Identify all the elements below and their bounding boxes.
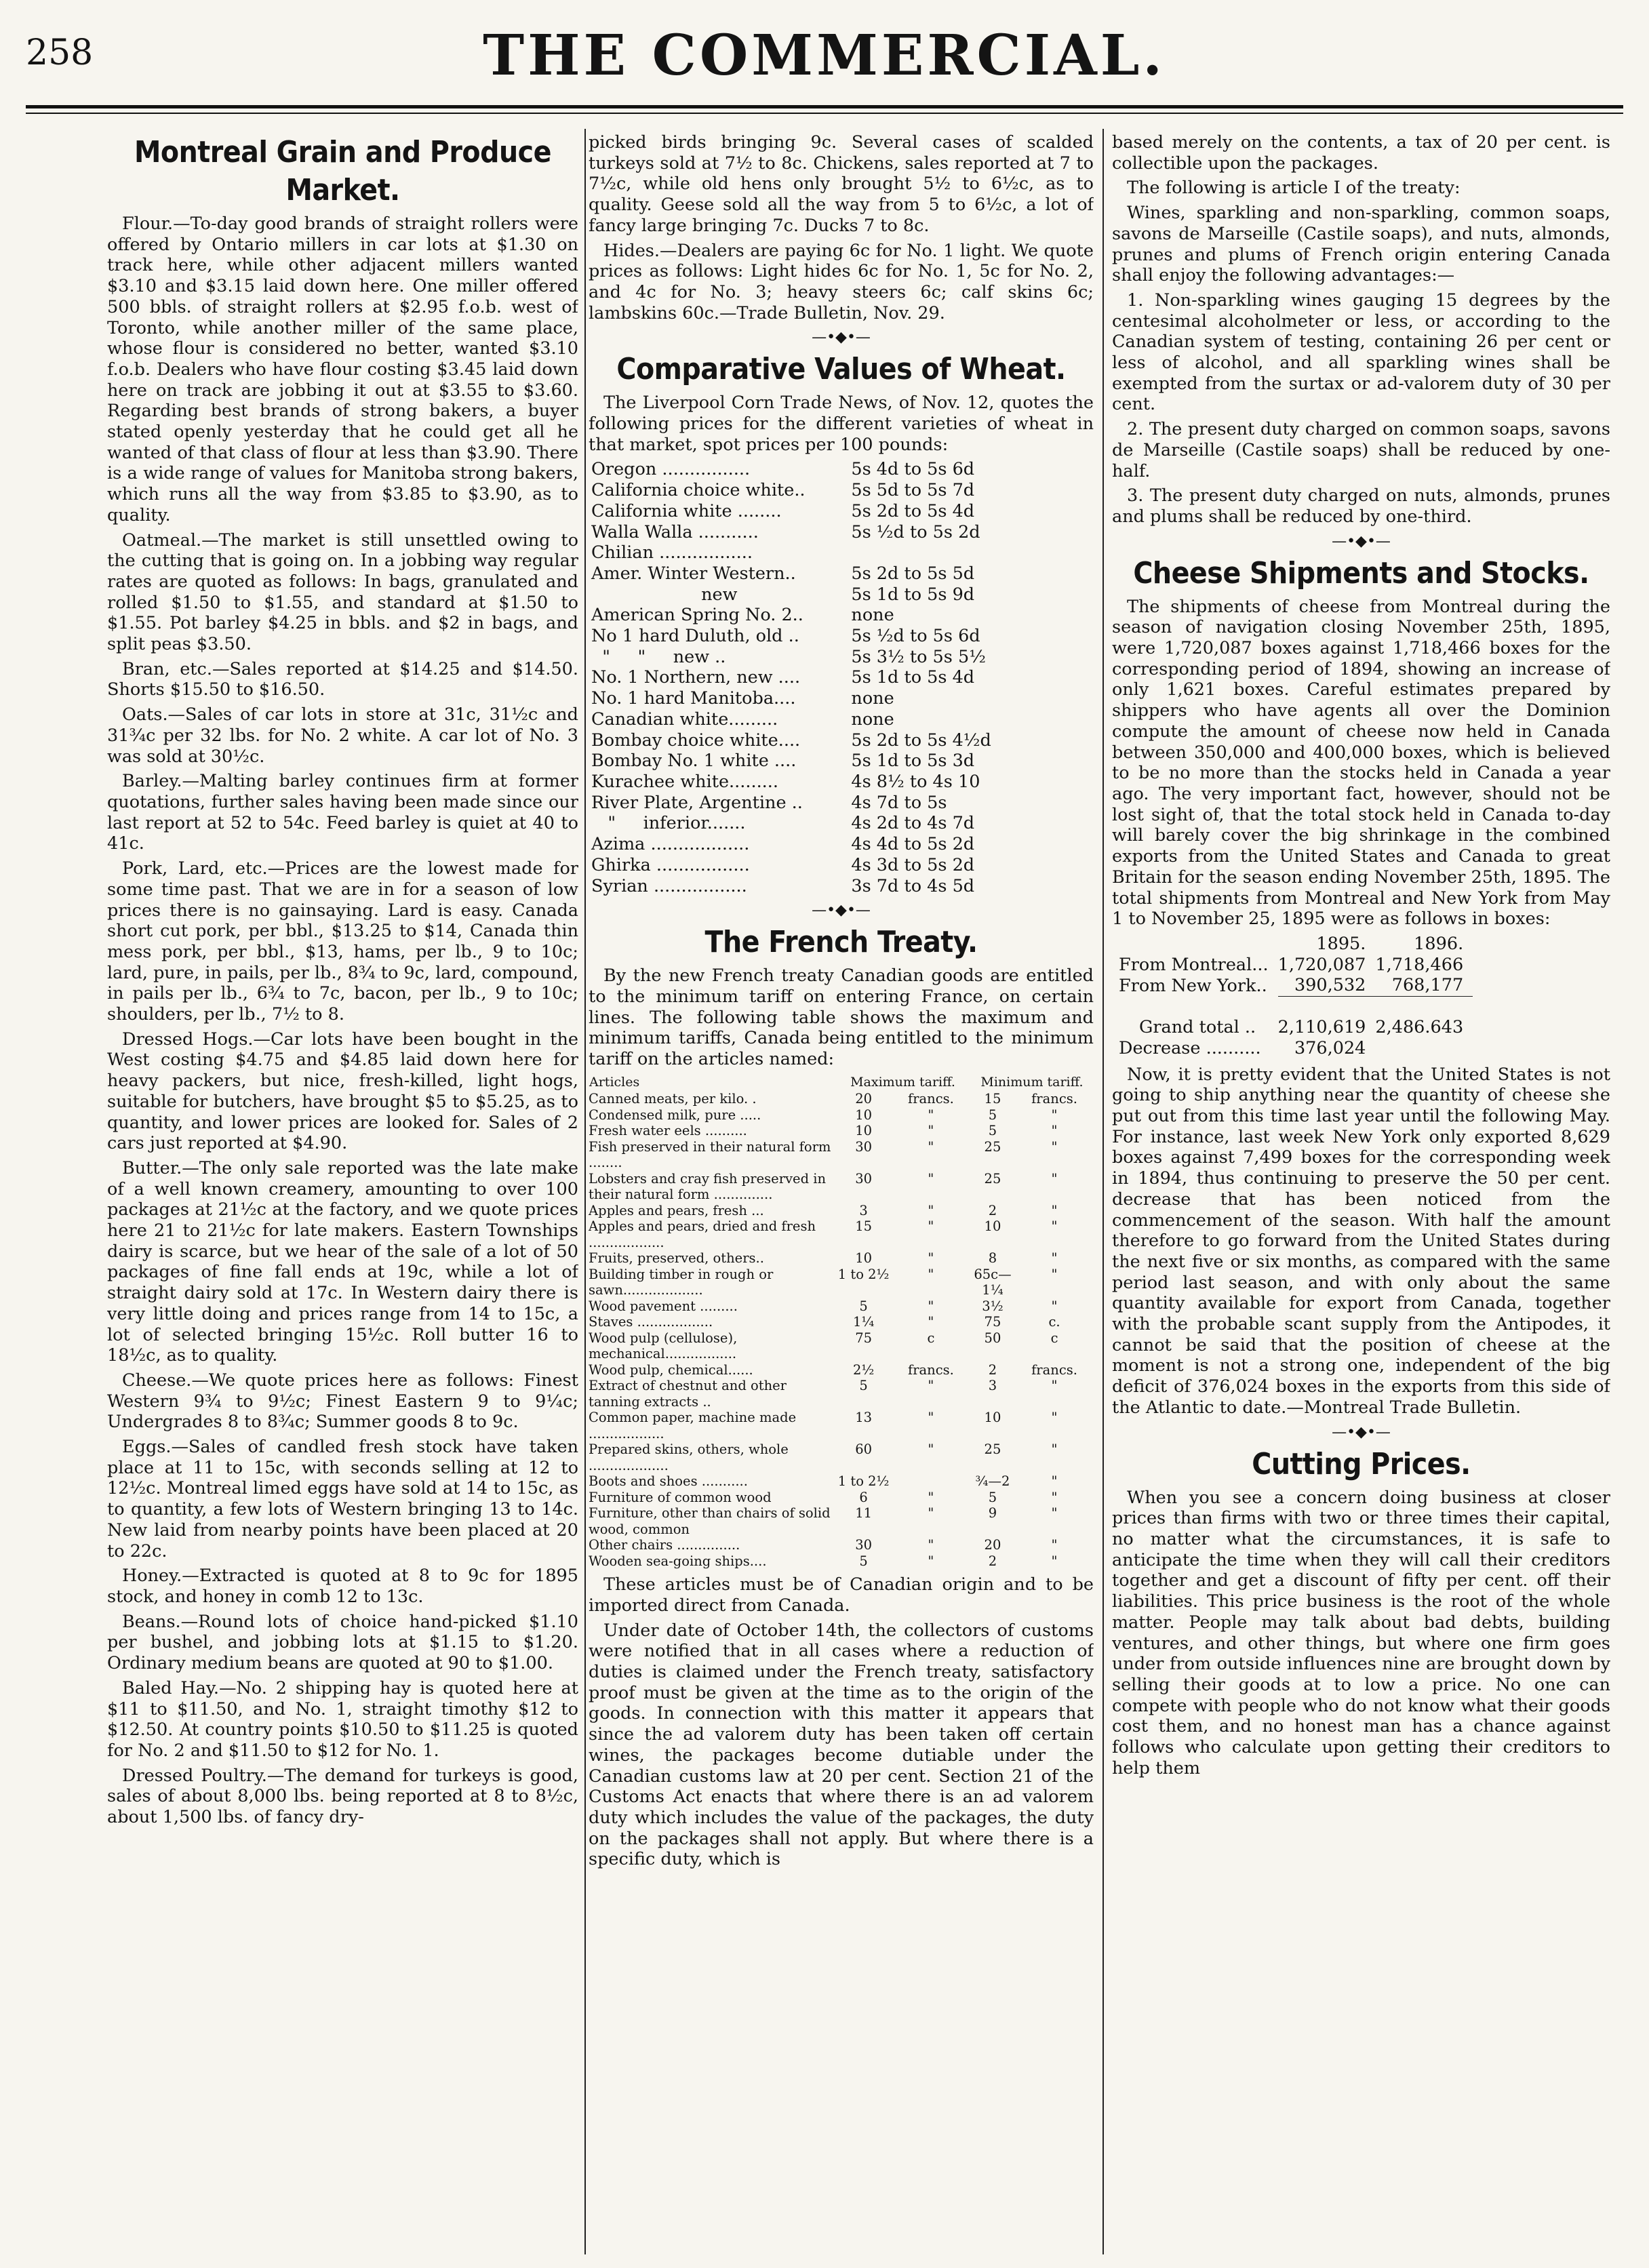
- table-row: [589, 1314, 1094, 1330]
- wheat-price: 5s 5d to 5s 7d: [851, 480, 975, 501]
- tariff-minimum: 5: [988, 1123, 997, 1139]
- paragraph: When you see a concern doing business at closer prices than firms with two or three times their capital, no matter what the circumstances, it is safe to anticipate the time when they will call their creditors together and get a discount of fifty per cent. off their liabilities. This price business is the root of the whole matter. People may talk about bad debts, building ventures, and other things, but where one firm goes under from outside influences nine are brought down by selling their goods at to low a price. No one can compete with people who do not know what their goods cost them, and no honest man has a chance against follows who calculate upon getting their creditors to help them: [1112, 1487, 1610, 1778]
- table-cell: 390,532: [1294, 975, 1366, 996]
- section-title-wheat: Comparative Values of Wheat.: [616, 352, 1066, 387]
- tariff-maximum: 60: [855, 1441, 873, 1458]
- tariff-unit: ": [1051, 1202, 1058, 1218]
- table-row: [589, 647, 1094, 668]
- tariff-minimum: 5: [988, 1489, 997, 1505]
- paragraph: 1. Non-sparkling wines gauging 15 degrees by the centesimal alcoholmeter or less, or according to the Canadian system of testing, containing 26 per cent or less of alcohol, and all sparkling wines shall be exempted from the surtax or ad-valorem duty of 30 per cent.: [1112, 290, 1610, 415]
- table-row: [589, 605, 1094, 626]
- table-row: [589, 1267, 1094, 1298]
- wheat-price: [851, 542, 1094, 563]
- table-row: [589, 667, 1094, 688]
- paragraph: 2. The present duty charged on common soaps, savons de Marseille (Castile soaps) shall be reduced by one-half.: [1112, 419, 1610, 481]
- section-title-french-treaty: The French Treaty.: [704, 925, 978, 960]
- tariff-maximum: 10: [855, 1250, 873, 1267]
- wheat-price: none: [851, 688, 894, 709]
- table-row: [589, 626, 1094, 647]
- table-row: [589, 1250, 1094, 1267]
- table-cell: From Montreal...: [1119, 954, 1269, 975]
- tariff-maximum: 13: [855, 1410, 873, 1426]
- table-row: [589, 1362, 1094, 1378]
- wheat-grade: Canadian white.........: [591, 709, 778, 730]
- table-row: [589, 1490, 1094, 1506]
- paragraph: The following is article I of the treaty:: [1127, 178, 1461, 199]
- tariff-unit: ": [1051, 1218, 1058, 1235]
- tariff-minimum: 50: [984, 1330, 1001, 1346]
- table-row: [1119, 1017, 1473, 1038]
- table-row: [589, 1091, 1094, 1107]
- paragraph: Hides.—Dealers are paying 6c for No. 1 light. We quote prices as follows: Light hides 6c for No. 1, 5c for No. 2, and 4c for No. 3; heavy steers 6c; calf skins 6c; lambskins 60c.—Trade Bulletin, Nov. 29.: [589, 240, 1094, 323]
- paragraph: Beans.—Round lots of choice hand-picked $1.10 per bushel, and jobbing lots at $1.15 to $1.20. Ordinary medium beans are quoted at 90 to $1.00.: [107, 1611, 578, 1674]
- table-row: [589, 563, 1094, 584]
- tariff-minimum: 75: [984, 1314, 1001, 1330]
- tariff-article: Furniture of common wood: [589, 1489, 772, 1505]
- wheat-price: 5s 4d to 5s 6d: [851, 459, 975, 480]
- tariff-unit: ": [928, 1489, 934, 1505]
- tariff-unit: ": [928, 1378, 934, 1394]
- year-header: 1895.: [1316, 933, 1366, 954]
- table-row: [1119, 975, 1473, 996]
- tariff-maximum: 1 to 2½: [837, 1473, 890, 1490]
- wheat-grade: California white ........: [591, 500, 782, 521]
- tariff-unit: ": [928, 1138, 934, 1155]
- wheat-price: 5s 2d to 5s 5d: [851, 563, 975, 584]
- table-row: [589, 1218, 1094, 1250]
- wheat-grade: No 1 hard Duluth, old ..: [591, 626, 799, 647]
- table-row: [589, 772, 1094, 793]
- tariff-unit: ": [1051, 1266, 1058, 1282]
- tariff-article: Common paper, machine made ..................: [589, 1410, 797, 1441]
- wheat-price: 4s 7d to 5s: [851, 792, 947, 813]
- tariff-unit: c: [1050, 1330, 1058, 1346]
- tariff-unit: c.: [1048, 1314, 1060, 1330]
- table-cell: 2,110,619: [1277, 1017, 1366, 1038]
- tariff-unit: ": [1051, 1410, 1058, 1426]
- tariff-unit: ": [1051, 1250, 1058, 1267]
- tariff-minimum: 10: [984, 1218, 1001, 1235]
- tariff-minimum: 2: [988, 1361, 997, 1378]
- table-row: [589, 730, 1094, 751]
- wheat-grade: Kurachee white.........: [591, 771, 778, 792]
- table-row: [589, 1298, 1094, 1315]
- table-row: [589, 1410, 1094, 1441]
- table-row: [589, 1203, 1094, 1219]
- tariff-minimum: 25: [984, 1441, 1001, 1458]
- wheat-grade: Oregon ................: [591, 459, 751, 480]
- paragraph: Bran, etc.—Sales reported at $14.25 and $14.50. Shorts $15.50 to $16.50.: [107, 658, 578, 700]
- tariff-unit: ": [928, 1505, 934, 1521]
- tariff-unit: francs.: [1031, 1361, 1077, 1378]
- paragraph: These articles must be of Canadian origin and to be imported direct from Canada.: [589, 1574, 1094, 1616]
- table-row: [1119, 997, 1473, 1018]
- tariff-unit: ": [1051, 1441, 1058, 1458]
- tariff-maximum: 5: [859, 1378, 868, 1394]
- wheat-price: 4s 2d to 4s 7d: [851, 813, 975, 834]
- tariff-minimum: 25: [984, 1170, 1001, 1187]
- paragraph: based merely on the contents, a tax of 20 per cent. is collectible upon the packages.: [1112, 132, 1610, 174]
- tariff-article: Building timber in rough or sawn...................: [589, 1266, 774, 1298]
- tariff-maximum: 2½: [852, 1361, 875, 1378]
- wheat-price: 3s 7d to 4s 5d: [851, 875, 975, 896]
- table-row: [589, 751, 1094, 772]
- tariff-unit: ": [928, 1107, 934, 1123]
- table-row: [589, 584, 1094, 605]
- header-rule-thin: [26, 113, 1623, 114]
- wheat-price: 5s 1d to 5s 9d: [851, 584, 975, 605]
- wheat-grade: River Plate, Argentine ..: [591, 792, 803, 813]
- tariff-minimum: 9: [988, 1505, 997, 1521]
- tariff-minimum: 2: [988, 1202, 997, 1218]
- wheat-grade: California choice white..: [591, 480, 806, 501]
- tariff-article: Other chairs ...............: [589, 1537, 740, 1553]
- column-3: [1112, 132, 1610, 2254]
- tariff-article: Lobsters and cray fish preserved in their natural form ..............: [589, 1170, 827, 1203]
- paragraph: Wines, sparkling and non-sparkling, common soaps, savons de Marseille (Castile soaps), and nuts, almonds, prunes and plums of French origin entering Canada shall enjoy the following advantages:—: [1112, 203, 1610, 286]
- tariff-maximum: 30: [855, 1170, 873, 1187]
- tariff-article: Fruits, preserved, others..: [589, 1250, 764, 1267]
- table-row: [589, 1330, 1094, 1362]
- table-row: [589, 522, 1094, 543]
- tariff-unit: francs.: [907, 1361, 954, 1378]
- tariff-unit: ": [928, 1553, 934, 1569]
- table-cell: From New York..: [1119, 975, 1267, 996]
- paragraph: Baled Hay.—No. 2 shipping hay is quoted here at $11 to $11.50, and No. 1, straight timothy $12 to $12.50. At country points $10.50 to $11.25 is quoted for No. 2 and $11.50 to $12 for No. 1.: [107, 1677, 578, 1761]
- tariff-maximum: 5: [859, 1298, 868, 1314]
- wheat-grade: Amer. Winter Western..: [591, 563, 796, 584]
- tariff-article: Canned meats, per kilo. .: [589, 1091, 757, 1107]
- tariff-article: Wood pulp, chemical......: [589, 1361, 753, 1378]
- tariff-unit: ": [1051, 1107, 1058, 1123]
- tariff-minimum: 8: [988, 1250, 997, 1267]
- tariff-minimum: ¾—2: [975, 1473, 1010, 1490]
- column-1: [107, 132, 578, 2254]
- tariff-minimum: 20: [984, 1537, 1001, 1553]
- paragraph: Eggs.—Sales of candled fresh stock have taken place at 11 to 15c, with seconds selling at 12 to 12½c. Montreal limed eggs have sold at 14 to 15c, as to quantity, a few lots of Western bringing 13 to 14c. New laid from nearby points have been placed at 20 to 22c.: [107, 1437, 578, 1561]
- wheat-grade: Azima ..................: [591, 834, 750, 855]
- tariff-article: Wood pulp (cellulose), mechanical.................: [589, 1330, 738, 1362]
- tariff-unit: c: [927, 1330, 935, 1346]
- tariff-unit: ": [1051, 1505, 1058, 1521]
- paragraph: Dressed Poultry.—The demand for turkeys is good, sales of about 8,000 lbs. being reported at 8 to 8½c, about 1,500 lbs. of fancy dry-: [107, 1765, 578, 1828]
- tariff-article: Wood pavement .........: [589, 1298, 738, 1314]
- page-header: [26, 20, 1623, 102]
- column-divider: [1102, 129, 1104, 2254]
- column-header: Articles: [589, 1074, 640, 1090]
- wheat-price: 5s 3½ to 5s 5½: [851, 646, 986, 667]
- table-row: [589, 1537, 1094, 1553]
- table-row: [589, 1505, 1094, 1537]
- wheat-grade: new: [591, 584, 738, 605]
- tariff-unit: ": [928, 1441, 934, 1458]
- tariff-unit: francs.: [1031, 1091, 1077, 1107]
- table-cell: 376,024: [1294, 1037, 1366, 1058]
- header-rule: [26, 105, 1623, 108]
- paragraph: The shipments of cheese from Montreal during the season of navigation closing November 25th, 1895, were 1,720,087 boxes against 1,718,466 boxes for the corresponding period of 1894, showing an increase of only 1,621 boxes. Careful estimates prepared by shippers who have agents all over the Dominion compute the amount of cheese now held in Canada between 350,000 and 400,000 boxes, which is believed to be no more than the stocks held in Canada a year ago. The very important fact, however, should not be lost sight of, that the total stock held in Canada to-day will barely cover the big shrinkage in the combined exports from the United States and Canada to great Britain for the season ending November 25th, 1895. The total shipments from Montreal and New York from May 1 to November 25, 1895 were as follows in boxes:: [1112, 596, 1610, 930]
- wheat-price-table: [589, 459, 1094, 896]
- tariff-maximum: 30: [855, 1138, 873, 1155]
- table-row: [1119, 1038, 1473, 1059]
- table-row: [589, 1473, 1094, 1490]
- paragraph: Oatmeal.—The market is still unsettled owing to the cutting that is going on. In a jobbing way regular rates are quoted as follows: In bags, granulated and rolled $1.50 to $1.55, and standard at $1.50 to $1.55. Pot barley $4.25 in bbls. and $2 in bags, and split peas $3.50.: [107, 530, 578, 655]
- paragraph: Honey.—Extracted is quoted at 8 to 9c for 1895 stock, and honey in comb 12 to 13c.: [107, 1566, 578, 1607]
- wheat-price: none: [851, 709, 894, 730]
- tariff-unit: ": [1051, 1553, 1058, 1569]
- tariff-maximum: 30: [855, 1537, 873, 1553]
- paragraph: 3. The present duty charged on nuts, almonds, prunes and plums shall be reduced by one-third.: [1112, 485, 1610, 527]
- tariff-maximum: 10: [855, 1107, 873, 1123]
- section-separator: —•◆•—: [1332, 1423, 1391, 1441]
- wheat-grade: Bombay choice white....: [591, 730, 801, 751]
- tariff-article: Fish preserved in their natural form ........: [589, 1138, 831, 1171]
- tariff-unit: ": [928, 1218, 934, 1235]
- tariff-minimum: 10: [984, 1410, 1001, 1426]
- wheat-price: 5s 2d to 5s 4d: [851, 500, 975, 521]
- wheat-price: 5s 1d to 5s 3d: [851, 751, 975, 772]
- tariff-table: [589, 1074, 1094, 1570]
- table-row: [589, 813, 1094, 834]
- tariff-unit: ": [1051, 1378, 1058, 1394]
- wheat-grade: American Spring No. 2..: [591, 605, 803, 626]
- paragraph: Butter.—The only sale reported was the late make of a well known creamery, amounting to over 100 packages at 21½c at the factory, and we quote prices here 21 to 21½c for late makers. Eastern Townships dairy is scarce, but we hear of the sale of a lot of 50 packages of fine fall ends at 19c, while a lot of straight dairy sold at 17c. In Western dairy there is very little doing and prices range from 14 to 15c, a lot of selected bringing 15½c. Roll butter 16 to 18½c, as to quality.: [107, 1157, 578, 1366]
- tariff-unit: ": [928, 1314, 934, 1330]
- wheat-price: 5s ½d to 5s 2d: [851, 521, 980, 542]
- tariff-maximum: 10: [855, 1123, 873, 1139]
- tariff-unit: ": [1051, 1473, 1058, 1490]
- tariff-unit: ": [928, 1298, 934, 1314]
- section-title-cheese: Cheese Shipments and Stocks.: [1133, 555, 1589, 591]
- tariff-unit: ": [928, 1250, 934, 1267]
- tariff-unit: ": [1051, 1537, 1058, 1553]
- column-header: Maximum tariff.: [850, 1074, 955, 1090]
- table-row: [589, 876, 1094, 897]
- wheat-price: 4s 4d to 5s 2d: [851, 834, 975, 855]
- tariff-maximum: 5: [859, 1553, 868, 1569]
- paragraph: The Liverpool Corn Trade News, of Nov. 12, quotes the following prices for the different varieties of wheat in that market, spot prices per 100 pounds:: [589, 393, 1094, 455]
- table-cell: 768,177: [1391, 975, 1464, 996]
- paragraph: Cheese.—We quote prices here as follows: Finest Western 9¾ to 9½c; Finest Eastern 9 to 9¼c; Undergrades 8 to 8¾c; Summer goods 8 to 9c.: [107, 1370, 578, 1433]
- wheat-grade: Bombay No. 1 white ....: [591, 751, 797, 772]
- table-cell: 1,718,466: [1375, 954, 1464, 975]
- section-separator: —•◆•—: [812, 329, 871, 346]
- paragraph: Pork, Lard, etc.—Prices are the lowest made for some time past. That we are in for a season of low prices there is no gainsaying. Lard is easy. Canada short cut pork, per bbl., $13.25 to $14, Canada thin mess pork, per bbl., $13, hams, per lb., 9 to 10c; lard, pure, in pails, per lb., 8¾ to 9c, lard, compound, in pails per lb., 6¾ to 7c, bacon, per lb., 9 to 10c; shoulders, per lb., 7½ to 8.: [107, 858, 578, 1025]
- paragraph: Flour.—To-day good brands of straight rollers were offered by Ontario millers in car lots at $1.30 on track here, while other adjacent millers wanted $3.10 and $3.15 laid down here. One miller offered 500 bbls. of straight rollers at $2.95 f.o.b. west of Toronto, while another miller of the same place, whose flour is considered no better, wanted $3.10 f.o.b. Dealers who have flour costing $3.45 laid down here on track are jobbing it out at $3.55 to $3.60. Regarding best brands of strong bakers, a buyer stated openly yesterday that he could get all he wanted of that class of flour at less than $3.90. There is a wide range of values for Manitoba strong bakers, which runs all the way from $3.85 to $3.90, as to quality.: [107, 214, 578, 525]
- column-2: [589, 132, 1094, 2254]
- section-separator: —•◆•—: [812, 902, 871, 919]
- table-row: [589, 1139, 1094, 1171]
- tariff-unit: ": [928, 1202, 934, 1218]
- wheat-grade: " inferior.......: [591, 813, 746, 834]
- table-row: [589, 480, 1094, 501]
- tariff-unit: ": [928, 1123, 934, 1139]
- wheat-price: 4s 8½ to 4s 10: [851, 771, 980, 792]
- tariff-article: Apples and pears, dried and fresh ..................: [589, 1218, 816, 1250]
- table-cell: Grand total ..: [1139, 1017, 1256, 1038]
- tariff-maximum: 11: [855, 1505, 873, 1521]
- table-row: [589, 709, 1094, 730]
- tariff-unit: ": [1051, 1170, 1058, 1187]
- tariff-article: Boots and shoes ...........: [589, 1473, 748, 1490]
- column-divider: [584, 129, 586, 2254]
- wheat-price: 5s 1d to 5s 4d: [851, 667, 975, 688]
- paragraph: By the new French treaty Canadian goods are entitled to the minimum tariff on entering France, on certain lines. The following table shows the maximum and minimum tariffs, Canada being entitled to the minimum tariff on the articles named:: [589, 966, 1094, 1070]
- tariff-unit: ": [928, 1170, 934, 1187]
- wheat-price: 5s 2d to 5s 4½d: [851, 730, 991, 751]
- paragraph: Oats.—Sales of car lots in store at 31c, 31½c and 31¾c per 32 lbs. for No. 2 white. A car lot of No. 3 was sold at 30½c.: [107, 704, 578, 767]
- tariff-minimum: 3½: [982, 1298, 1004, 1314]
- tariff-unit: ": [928, 1537, 934, 1553]
- wheat-price: 4s 3d to 5s 2d: [851, 854, 975, 875]
- tariff-minimum: 25: [984, 1138, 1001, 1155]
- table-row: [589, 855, 1094, 876]
- table-row: [589, 834, 1094, 855]
- table-row: [589, 1123, 1094, 1139]
- tariff-maximum: 6: [859, 1489, 868, 1505]
- tariff-maximum: 1¼: [852, 1314, 875, 1330]
- page-number: 258: [26, 33, 94, 73]
- tariff-maximum: 75: [855, 1330, 873, 1346]
- wheat-grade: Chilian .................: [591, 542, 753, 563]
- paragraph: Barley.—Malting barley continues firm at former quotations, further sales having been made since our last report at 52 to 54c. Feed barley is quiet at 40 to 41c.: [107, 771, 578, 854]
- wheat-price: 5s ½d to 5s 6d: [851, 626, 980, 647]
- wheat-grade: Syrian .................: [591, 875, 747, 896]
- tariff-article: Condensed milk, pure .....: [589, 1107, 761, 1123]
- tariff-unit: ": [928, 1410, 934, 1426]
- table-row: [589, 1107, 1094, 1123]
- section-title-cutting-prices: Cutting Prices.: [1252, 1446, 1471, 1481]
- table-row: [589, 1171, 1094, 1203]
- tariff-unit: ": [928, 1266, 934, 1282]
- wheat-grade: Walla Walla ...........: [591, 521, 759, 542]
- tariff-minimum: 65c—1¼: [974, 1266, 1012, 1298]
- section-title-montreal: Montreal Grain and Produce Market.: [134, 135, 551, 207]
- wheat-grade: " " new ..: [591, 646, 726, 667]
- column-header: Minimum tariff.: [980, 1074, 1084, 1090]
- tariff-maximum: 1 to 2½: [837, 1266, 890, 1282]
- table-row: [1119, 955, 1473, 976]
- tariff-unit: [892, 1473, 970, 1490]
- tariff-unit: ": [1051, 1138, 1058, 1155]
- table-cell: [1375, 1038, 1473, 1059]
- tariff-unit: ": [1051, 1123, 1058, 1139]
- tariff-article: Staves ..................: [589, 1314, 713, 1330]
- tariff-minimum: 3: [988, 1378, 997, 1394]
- paragraph: Now, it is pretty evident that the United States is not going to ship anything near the quantity of cheese she put out from this time last year until the following May. For instance, last week New York only exported 8,629 boxes against 7,499 boxes for the corresponding week in 1894, thus continuing to preserve the 50 per cent. decrease that has been noticed from the commencement of the season. With half the amount therefore to go forward from the United States during the next five or six months, as compared with the same period last season, and with only about the same quantity available for export from Canada, together with the probable scant supply from the Antipodes, it cannot be said that the position of cheese at the moment is not a strong one, independent of the big deficit of 376,024 boxes in the exports from this side of the Atlantic to date.—Montreal Trade Bulletin.: [1112, 1064, 1610, 1418]
- wheat-grade: No. 1 hard Manitoba....: [591, 688, 796, 709]
- table-row: [589, 1441, 1094, 1473]
- table-row: [589, 459, 1094, 480]
- tariff-maximum: 15: [855, 1218, 873, 1235]
- wheat-grade: Ghirka .................: [591, 854, 750, 875]
- wheat-price: none: [851, 605, 894, 626]
- table-row: [589, 1378, 1094, 1410]
- table-cell: 2,486.643: [1375, 1017, 1464, 1038]
- paragraph: picked birds bringing 9c. Several cases of scalded turkeys sold at 7½ to 8c. Chickens, sales reported at 7 to 7½c, while old hens only brought 5½ to 6½c, as to quality. Geese sold all the way from 5 to 6½c, a lot of fancy large bringing 7c. Ducks 7 to 8c.: [589, 132, 1094, 236]
- year-header: 1896.: [1414, 933, 1464, 954]
- table-row: [589, 688, 1094, 709]
- masthead: THE COMMERCIAL.: [483, 23, 1166, 88]
- tariff-maximum: 20: [855, 1091, 873, 1107]
- tariff-minimum: 5: [988, 1107, 997, 1123]
- tariff-maximum: 3: [859, 1202, 868, 1218]
- cheese-shipments-table: [1119, 934, 1473, 1059]
- tariff-article: Wooden sea-going ships....: [589, 1553, 767, 1569]
- table-cell: 1,720,087: [1277, 954, 1366, 975]
- tariff-unit: francs.: [907, 1091, 954, 1107]
- section-separator: —•◆•—: [1332, 532, 1391, 550]
- tariff-unit: ": [1051, 1489, 1058, 1505]
- table-row: [589, 501, 1094, 522]
- tariff-article: Apples and pears, fresh ...: [589, 1202, 764, 1218]
- table-row: [589, 542, 1094, 563]
- tariff-minimum: 15: [984, 1091, 1001, 1107]
- paragraph: Under date of October 14th, the collectors of customs were notified that in all cases where a reduction of duties is claimed under the French treaty, satisfactory proof must be given at the time as to the origin of the goods. In connection with this matter it appears that since the ad valorem duty has been taken off certain wines, the packages become dutiable under the Canadian customs law at 20 per cent. Section 21 of the Customs Act enacts that where there is an ad valorem duty which includes the value of the packages, the duty on the packages shall not apply. But where there is a specific duty, which is: [589, 1620, 1094, 1870]
- table-row: [589, 793, 1094, 814]
- tariff-article: Extract of chestnut and other tanning extracts ..: [589, 1378, 787, 1410]
- paragraph: Dressed Hogs.—Car lots have been bought in the West costing $4.75 and $4.85 laid down here for heavy packers, but nice, fresh-killed, light hogs, suitable for butchers, have brought $5 to $5.25, as to quantity, and lower prices are looked for. Sales of 2 cars just reported at $4.90.: [107, 1029, 578, 1154]
- tariff-article: Prepared skins, others, whole ...................: [589, 1441, 789, 1473]
- tariff-article: Furniture, other than chairs of solid wood, common: [589, 1505, 831, 1537]
- tariff-article: Fresh water eels ..........: [589, 1123, 747, 1139]
- table-cell: Decrease ..........: [1119, 1037, 1261, 1058]
- tariff-unit: ": [1051, 1298, 1058, 1314]
- wheat-grade: No. 1 Northern, new ....: [591, 667, 801, 688]
- tariff-minimum: 2: [988, 1553, 997, 1569]
- table-row: [589, 1553, 1094, 1570]
